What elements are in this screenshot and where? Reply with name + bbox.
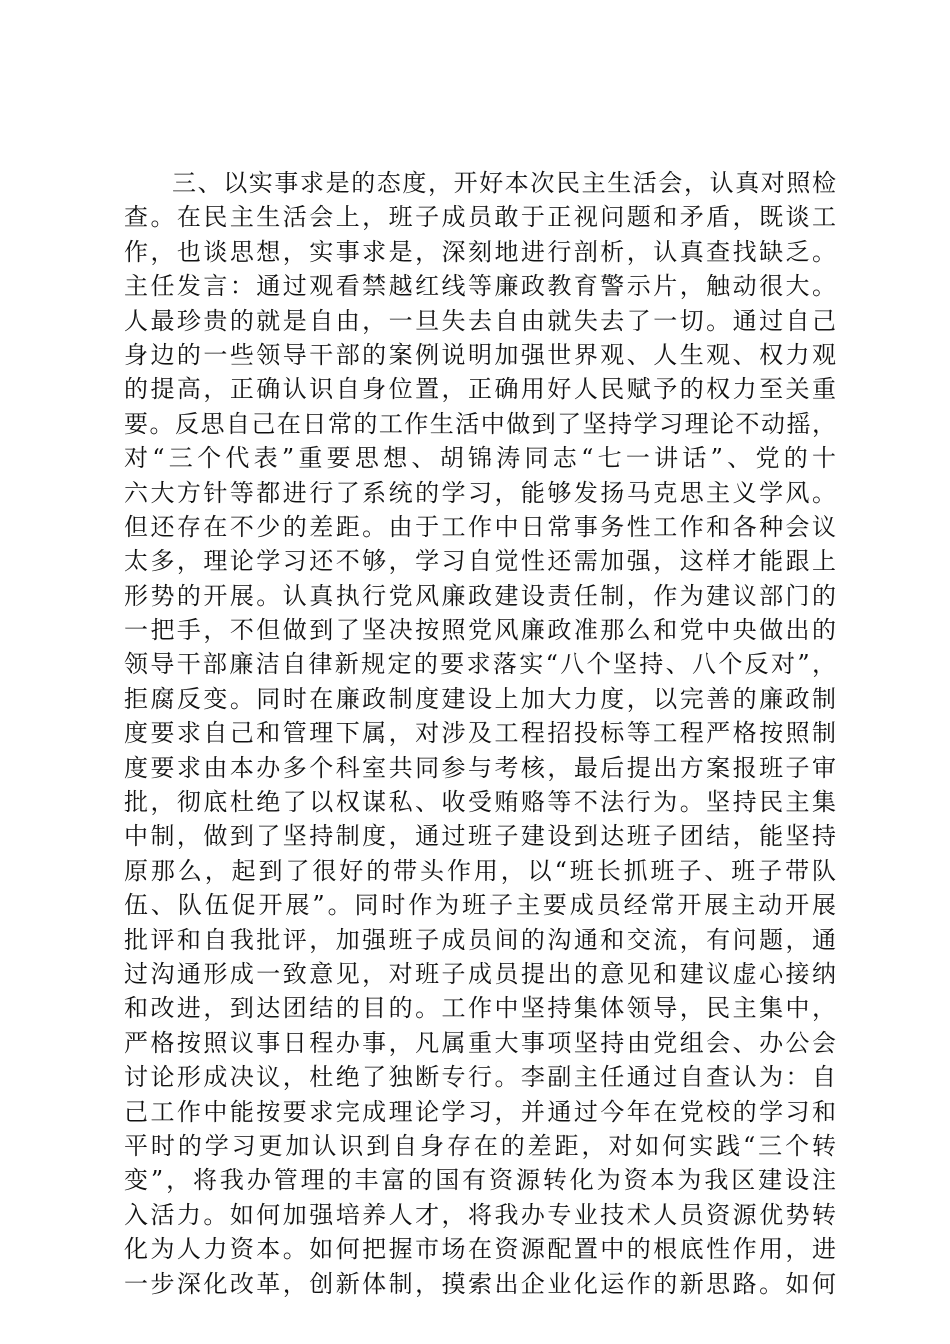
text-line: 身边的一些领导干部的案例说明加强世界观、人生观、权力观: [124, 340, 836, 369]
text-line: 人最珍贵的就是自由，一旦失去自由就失去了一切。通过自己: [124, 306, 836, 335]
text-line: 三、以实事求是的态度，开好本次民主生活会，认真对照检: [172, 169, 836, 197]
text-line: 一把手，不但做到了坚决按照党风廉政准那么和党中央做出的: [124, 616, 836, 645]
text-line: 形势的开展。认真执行党风廉政建设责任制，作为建议部门的: [124, 581, 836, 610]
text-line: 的提高，正确认识自身位置，正确用好人民赋予的权力至关重: [124, 375, 836, 404]
text-line: 批评和自我批评，加强班子成员间的沟通和交流，有问题，通: [124, 925, 836, 954]
text-line: 批，彻底杜绝了以权谋私、收受贿赂等不法行为。坚持民主集: [124, 788, 836, 817]
text-line: 查。在民主生活会上，班子成员敢于正视问题和矛盾，既谈工: [124, 203, 836, 232]
text-line: 变”，将我办管理的丰富的国有资源转化为资本为我区建设注: [124, 1166, 836, 1195]
text-line: 和改进，到达团结的目的。工作中坚持集体领导，民主集中，: [124, 994, 836, 1023]
text-line: 要。反思自己在日常的工作生活中做到了坚持学习理论不动摇，: [124, 409, 836, 438]
text-line: 六大方针等都进行了系统的学习，能够发扬马克思主义学风。: [124, 478, 836, 507]
text-line: 度要求由本办多个科室共同参与考核，最后提出方案报班子审: [124, 753, 836, 782]
text-line: 讨论形成决议，杜绝了独断专行。李副主任通过自查认为：自: [124, 1063, 836, 1092]
text-line: 作，也谈思想，实事求是，深刻地进行剖析，认真查找缺乏。: [124, 237, 836, 266]
text-line: 原那么，起到了很好的带头作用，以“班长抓班子、班子带队: [124, 856, 836, 885]
text-line: 度要求自己和管理下属，对涉及工程招投标等工程严格按照制: [124, 719, 836, 748]
text-line: 中制，做到了坚持制度，通过班子建设到达班子团结，能坚持: [124, 822, 836, 851]
text-line: 领导干部廉洁自律新规定的要求落实“八个坚持、八个反对”，: [124, 650, 836, 679]
text-line: 化为人力资本。如何把握市场在资源配置中的根底性作用，进: [124, 1235, 836, 1264]
body-text: [124, 166, 836, 1301]
text-line: 太多，理论学习还不够，学习自觉性还需加强，这样才能跟上: [124, 547, 836, 576]
text-line: 但还存在不少的差距。由于工作中日常事务性工作和各种会议: [124, 512, 836, 541]
text-line: 伍、队伍促开展”。同时作为班子主要成员经常开展主动开展: [124, 891, 836, 920]
text-line: 平时的学习更加认识到自身存在的差距，对如何实践“三个转: [124, 1131, 836, 1160]
text-line: 严格按照议事日程办事，凡属重大事项坚持由党组会、办公会: [124, 1028, 836, 1057]
text-line: 对“三个代表”重要思想、胡锦涛同志“七一讲话”、党的十: [124, 444, 836, 473]
text-line: 一步深化改革，创新体制，摸索出企业化运作的新思路。如何: [124, 1269, 836, 1298]
text-line: 拒腐反变。同时在廉政制度建设上加大力度，以完善的廉政制: [124, 684, 836, 713]
text-line: 入活力。如何加强培养人才，将我办专业技术人员资源优势转: [124, 1200, 836, 1229]
text-line: 过沟通形成一致意见，对班子成员提出的意见和建议虚心接纳: [124, 959, 836, 988]
text-line: 主任发言：通过观看禁越红线等廉政教育警示片，触动很大。: [124, 272, 836, 301]
text-line: 己工作中能按要求完成理论学习，并通过今年在党校的学习和: [124, 1097, 836, 1126]
